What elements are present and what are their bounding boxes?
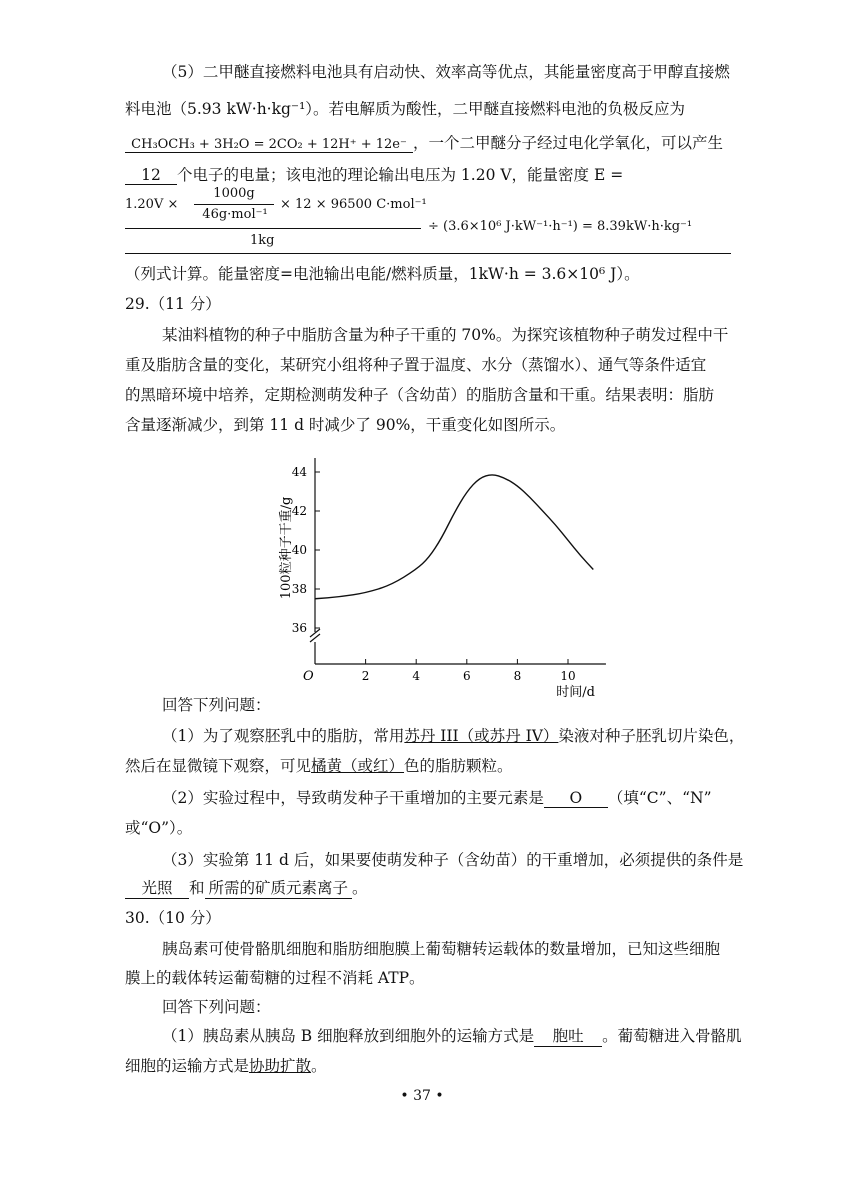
answer-color: 橘黄（或红）	[311, 757, 405, 775]
q30-header: 30.（10 分）	[125, 909, 221, 927]
q29-s3-and: 和	[189, 879, 205, 897]
q30-s1-text-b: 。葡萄糖进入骨骼肌	[602, 1027, 742, 1045]
answer-exocytosis: 胞吐	[534, 1024, 602, 1047]
q28-line2: 料电池（5.93 kW·h·kg⁻¹）。若电解质为酸性，二甲醚直接燃料电池的负极反应为	[125, 100, 686, 118]
y-tick-label: 36	[291, 621, 307, 635]
formula-den: 1kg	[250, 233, 275, 248]
formula-mid: × 12 × 96500 C·mol⁻¹	[280, 197, 427, 212]
y-tick-label: 42	[291, 504, 307, 518]
q29-prompt: 回答下列问题：	[162, 696, 271, 714]
y-tick-label: 44	[291, 465, 307, 479]
answer-light: 光照	[125, 876, 189, 899]
q29-s2-text-b: （填“C”、“N”	[607, 789, 712, 807]
answer-sudan: 苏丹 III（或苏丹 IV）	[404, 727, 559, 745]
q28-line3-tail: ，一个二甲醚分子经过电化学氧化，可以产生	[413, 134, 724, 152]
dry-weight-chart	[260, 448, 620, 698]
formula-main-fraction-bar	[125, 228, 421, 229]
q29-s2-text-a: （2）实验过程中，导致萌发种子干重增加的主要元素是	[162, 789, 544, 807]
x-tick-label: 4	[412, 669, 421, 683]
x-tick-label: 8	[513, 669, 522, 683]
q30-prompt: 回答下列问题：	[162, 998, 271, 1016]
chart-origin-label: O	[303, 669, 314, 684]
answer-element: O	[544, 789, 608, 808]
q30-s1-text-a: （1）胰岛素从胰岛 B 细胞释放到细胞外的运输方式是	[162, 1027, 535, 1045]
page-number: • 37 •	[400, 1088, 444, 1104]
q28-note: （列式计算。能量密度=电池输出电能/燃料质量，1kW·h = 3.6×10⁶ J）。	[125, 265, 640, 283]
q29-s3-line1: （3）实验第 11 d 后，如果要使萌发种子（含幼苗）的干重增加，必须提供的条件是	[162, 851, 744, 869]
chart-ylabel: 100粒种子干重/g	[279, 496, 294, 600]
q29-s1-text-d: 色的脂肪颗粒。	[404, 757, 513, 775]
q30-p2: 膜上的载体转运葡萄糖的过程不消耗 ATP。	[125, 969, 425, 987]
q29-s1-text-a: （1）为了观察胚乳中的脂肪，常用	[162, 727, 405, 745]
q29-p1: 某油料植物的种子中脂肪含量为种子干重的 70%。为探究该植物种子萌发过程中干	[162, 326, 729, 344]
q29-s1-text-c: 然后在显微镜下观察，可见	[125, 757, 312, 775]
q29-s2-line1	[162, 786, 712, 808]
q29-s2-line2: 或“O”）。	[125, 819, 193, 837]
q29-s3-line2	[125, 876, 368, 899]
q30-s1-line1	[162, 1024, 742, 1047]
q30-s1-text-d: 。	[311, 1057, 327, 1075]
q29-s1-line1	[162, 724, 744, 746]
q28-line4-tail: 个电子的电量；该电池的理论输出电压为 1.20 V，能量密度 E =	[177, 166, 624, 184]
q28-line1: （5）二甲醚直接燃料电池具有启动快、效率高等优点，其能量密度高于甲醇直接燃	[162, 63, 730, 81]
y-tick-label: 40	[291, 543, 307, 557]
formula-tail: ÷ (3.6×10⁶ J·kW⁻¹·h⁻¹) = 8.39kW·h·kg⁻¹	[428, 219, 693, 234]
answer-electrons: 12	[125, 166, 177, 185]
q29-s1-text-b: 染液对种子胚乳切片染色，	[558, 727, 745, 745]
q29-p3: 的黑暗环境中培养，定期检测萌发种子（含幼苗）的脂肪含量和干重。结果表明：脂肪	[125, 386, 715, 404]
q30-s1-line2	[125, 1054, 327, 1076]
q30-s1-text-c: 细胞的运输方式是	[125, 1057, 250, 1075]
answer-underline	[125, 253, 731, 254]
q29-s1-line2	[125, 754, 513, 776]
q30-p1: 胰岛素可使骨骼肌细胞和脂肪细胞膜上葡萄糖转运载体的数量增加，已知这些细胞	[162, 940, 721, 958]
chart-series	[315, 475, 593, 599]
y-tick-label: 38	[291, 582, 307, 596]
answer-facilitated-diffusion: 协助扩散	[249, 1057, 312, 1075]
chart-axes	[310, 458, 606, 664]
formula-inner-fraction-bar	[194, 204, 274, 205]
formula-frac-den: 46g·mol⁻¹	[202, 207, 268, 222]
formula-prefix: 1.20V ×	[125, 197, 179, 212]
x-tick-label: 2	[361, 669, 370, 683]
q29-s3-end: 。	[352, 879, 368, 897]
q28-line3	[125, 131, 723, 153]
x-tick-label: 10	[560, 669, 576, 683]
chart-ticks	[292, 465, 576, 683]
chart-xlabel: 时间/d	[556, 685, 595, 698]
q28-line4	[125, 163, 623, 185]
dry-weight-curve	[315, 475, 593, 599]
formula-frac-num: 1000g	[213, 186, 255, 201]
x-tick-label: 6	[462, 669, 471, 683]
answer-minerals: 所需的矿质元素离子	[205, 876, 353, 899]
q29-p2: 重及脂肪含量的变化，某研究小组将种子置于温度、水分（蒸馏水）、通气等条件适宜	[125, 356, 707, 374]
answer-reaction: CH₃OCH₃ + 3H₂O = 2CO₂ + 12H⁺ + 12e⁻	[125, 137, 413, 153]
q29-header: 29.（11 分）	[125, 295, 221, 313]
q29-p4: 含量逐渐减少，到第 11 d 时减少了 90%，干重变化如图所示。	[125, 416, 566, 434]
